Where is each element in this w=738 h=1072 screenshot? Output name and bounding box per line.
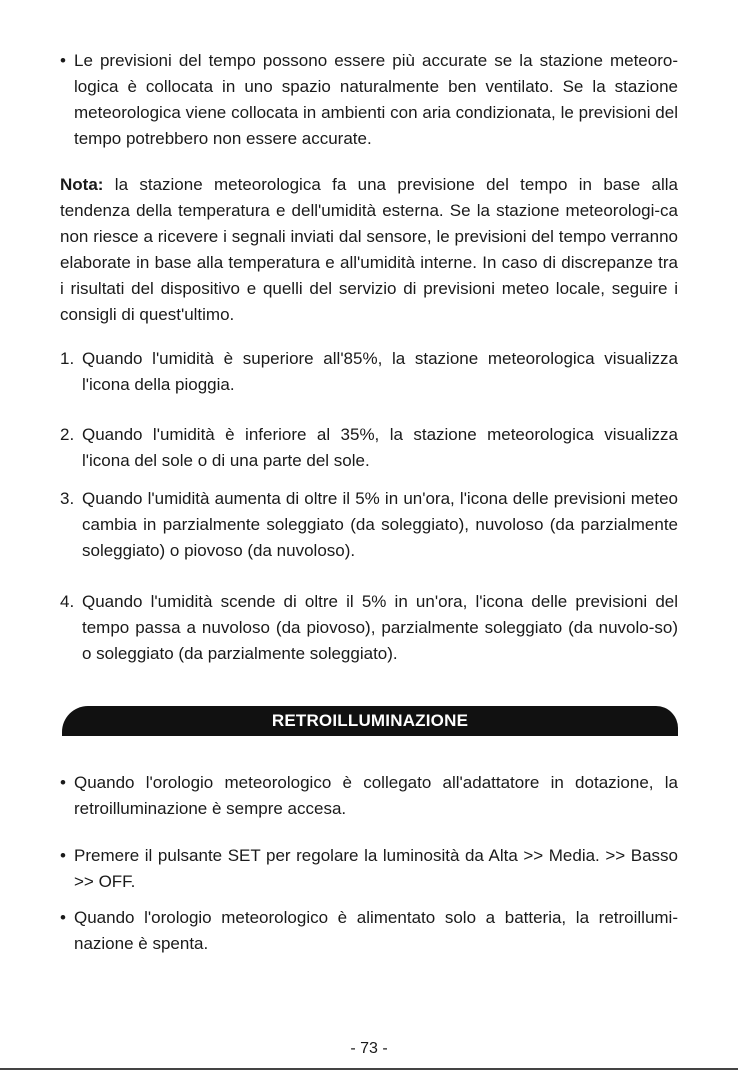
page-number: - 73 - xyxy=(350,1040,388,1057)
item-number: 4. xyxy=(60,592,75,611)
bullet-icon: • xyxy=(60,51,66,70)
backlight-bullet-3 xyxy=(60,905,678,957)
section-title: RETROILLUMINAZIONE xyxy=(271,711,469,730)
note-label: Nota: xyxy=(60,175,104,194)
item-text: Quando l'umidità aumenta di oltre il 5% in un'ora, l'icona delle previsioni meteo cambia in parzialmente soleggiato (da soleggiato), nuvoloso (da parzialmente soleggiato) o piovoso (da nuvoloso). xyxy=(82,489,678,560)
backlight-bullet-1 xyxy=(60,770,678,822)
numbered-item-2 xyxy=(60,422,678,474)
numbered-item-3 xyxy=(60,486,678,564)
item-number: 2. xyxy=(60,425,75,444)
bullet-icon: • xyxy=(60,773,66,792)
section-banner xyxy=(62,706,678,736)
item-text: Quando l'umidità è superiore all'85%, la stazione meteorologica visualizza l'icona della pioggia. xyxy=(82,349,678,394)
bullet-icon: • xyxy=(60,908,66,927)
intro-bullet xyxy=(60,48,678,152)
note-text: la stazione meteorologica fa una previsione del tempo in base alla tendenza della temperatura e dell'umidità esterna. Se la stazione meteorologi-ca non riesce a ricevere i segnali inviati dal sensore, le previsioni del tempo verranno elaborate in base alla temperatura e all'umidità interne. In caso di discrepanze tra i risultati del dispositivo e quelli del servizio di previsioni meteo locale, seguire i consigli di quest'ultimo. xyxy=(60,175,678,324)
intro-bullet-text: Le previsioni del tempo possono essere più accurate se la stazione meteoro-logica è collocata in uno spazio naturalmente ben ventilato. Se la stazione meteorologica viene collocata in ambienti con aria condizionata, le previsioni del tempo potrebbero non essere accurate. xyxy=(74,51,678,148)
item-text: Quando l'umidità scende di oltre il 5% in un'ora, l'icona delle previsioni del tempo passa a nuvoloso (da piovoso), parzialmente soleggiato (da nuvolo-so) o soleggiato (da parzialmente soleggiato). xyxy=(82,592,678,663)
backlight-bullet-2 xyxy=(60,843,678,895)
bottom-rule xyxy=(0,1068,738,1070)
note-paragraph xyxy=(60,172,678,328)
backlight-bullet-text: Premere il pulsante SET per regolare la luminosità da Alta >> Media. >> Basso >> OFF. xyxy=(74,846,678,891)
backlight-bullet-text: Quando l'orologio meteorologico è alimentato solo a batteria, la retroillumi-nazione è spenta. xyxy=(74,908,678,953)
numbered-item-1 xyxy=(60,346,678,398)
item-text: Quando l'umidità è inferiore al 35%, la stazione meteorologica visualizza l'icona del sole o di una parte del sole. xyxy=(82,425,678,470)
backlight-bullet-text: Quando l'orologio meteorologico è collegato all'adattatore in dotazione, la retroilluminazione è sempre accesa. xyxy=(74,773,678,818)
item-number: 3. xyxy=(60,489,75,508)
item-number: 1. xyxy=(60,349,75,368)
numbered-item-4 xyxy=(60,589,678,667)
bullet-icon: • xyxy=(60,846,66,865)
